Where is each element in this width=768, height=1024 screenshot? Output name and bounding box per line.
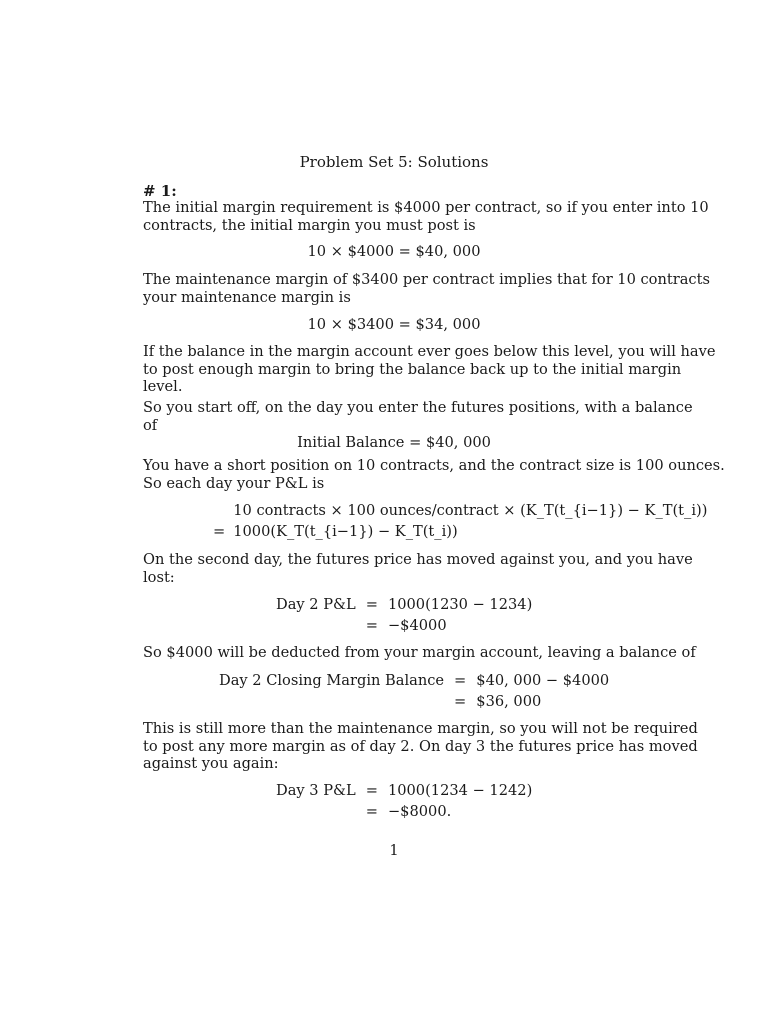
text-line: If the balance in the margin account ever goes below this level, you will have [143,343,716,360]
day2-pnl-label: Day 2 P&L [276,596,356,613]
paragraph-deducted [143,644,696,662]
equals-sign: = [365,596,378,613]
paragraph-balance-below [143,343,716,396]
document-title: Problem Set 5: Solutions [299,153,489,171]
text-line: So you start off, on the day you enter the futures positions, with a balance [143,399,693,416]
problem-heading: # 1: [143,182,177,200]
text-line: against you again: [143,755,279,773]
text-line: On the second day, the futures price has moved against you, and you have [143,551,693,568]
equation-day2-pnl [276,594,532,636]
text-line: of [143,416,158,434]
pnl-formula-line2: 1000(K_T(t_{i−1}) − K_T(t_i)) [233,523,458,540]
pnl-formula-line1: 10 contracts × 100 ounces/contract × (K_T(t_{i−1}) − K_T(t_i)) [233,502,708,519]
paragraph-start-off [143,399,693,434]
paragraph-maintenance-margin [143,271,710,306]
text-line: So each day your P&L is [143,474,325,492]
text-line: lost: [143,568,175,586]
day3-pnl-value: −$8000. [387,803,452,820]
equals-sign: = [365,803,378,820]
paragraph-second-day [143,551,693,586]
text-line: your maintenance margin is [143,288,351,306]
equation-initial-margin: 10 × $4000 = $40, 000 [307,243,481,260]
day2-pnl-value: −$4000 [387,617,447,634]
equation-daily-pnl [197,500,707,542]
equation-initial-balance: Initial Balance = $40, 000 [297,434,491,451]
equation-maintenance-margin: 10 × $3400 = $34, 000 [307,316,481,333]
equals-sign: = [213,523,226,540]
day2-balance-expression: $40, 000 − $4000 [476,672,610,689]
paragraph-initial-margin [143,199,709,234]
text-line: to post any more margin as of day 2. On day 3 the futures price has moved [143,737,698,755]
text-line: contracts, the initial margin you must post is [143,216,476,234]
page-number: 1 [389,842,399,859]
text-line: level. [143,378,183,396]
text-line: You have a short position on 10 contracts, and the contract size is 100 ounces. [143,457,725,474]
day2-balance-value: $36, 000 [476,693,542,710]
text-line: The maintenance margin of $3400 per contract implies that for 10 contracts [143,271,710,288]
text-line: The initial margin requirement is $4000 per contract, so if you enter into 10 [143,199,709,216]
equals-sign: = [454,693,467,710]
day3-pnl-expression: 1000(1234 − 1242) [387,782,533,799]
day3-pnl-label: Day 3 P&L [276,782,356,799]
text-line: So $4000 will be deducted from your margin account, leaving a balance of [143,644,696,661]
equals-sign: = [454,672,467,689]
text-line: to post enough margin to bring the balance back up to the initial margin [143,360,682,378]
equation-day2-balance [219,670,609,712]
equals-sign: = [365,617,378,634]
day2-pnl-expression: 1000(1230 − 1234) [387,596,533,613]
paragraph-short-position [143,457,725,492]
text-line: This is still more than the maintenance margin, so you will not be required [143,720,698,737]
day2-balance-label: Day 2 Closing Margin Balance [219,672,445,689]
paragraph-still-more [143,720,698,773]
equation-day3-pnl [276,780,532,822]
equals-sign: = [365,782,378,799]
